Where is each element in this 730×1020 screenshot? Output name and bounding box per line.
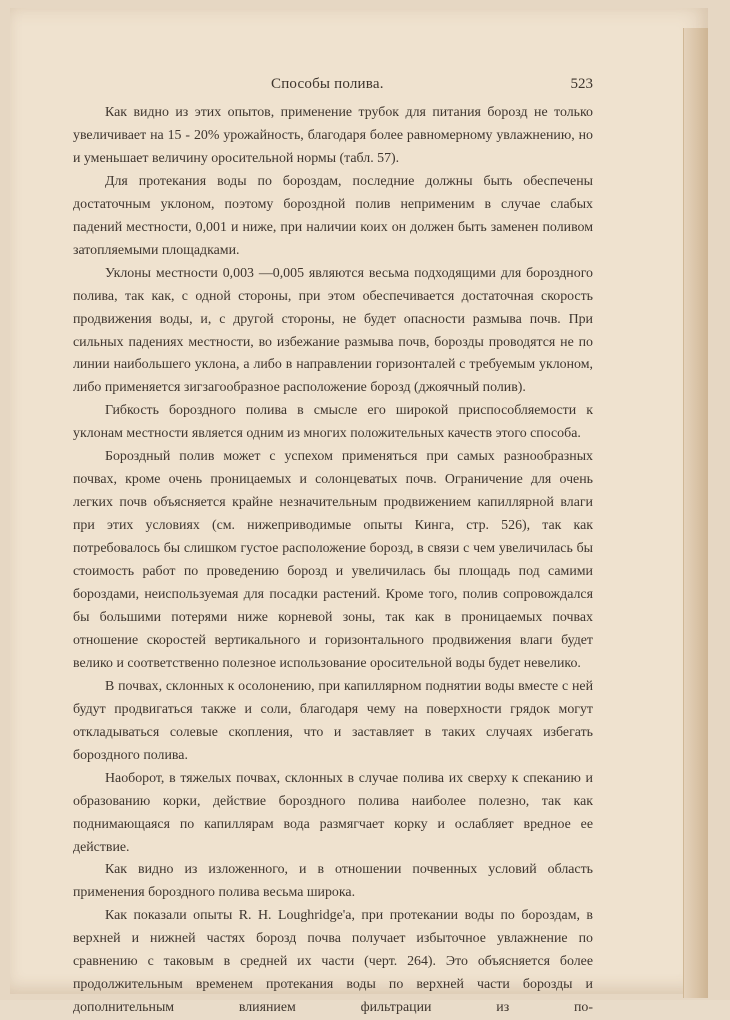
paragraph: Наоборот, в тяжелых почвах, склонных в случае полива их сверху к спеканию и образованию корки, действие бороздного полива наиболее полезно, так как поднимающаяся по капиллярам вода размягчает корку и ослабляет вредное ее действие. xyxy=(73,770,593,855)
page-header xyxy=(73,76,593,100)
page-number: 523 xyxy=(570,76,593,92)
paragraph: Уклоны местности 0,003 —0,005 являются весьма подходящими для бороздного полива, так как, с одной стороны, при этом обеспечивается достаточная скорость продвижения воды, и, с другой стороны, не будет опасности размыва почв. При сильных падениях местности, во избежание размыва почв, борозды проводятся не по линии наибольшего уклона, а либо в направлении горизонталей с требуемым уклоном, либо применяется зигзагообразное расположение борозд (джоячный полив). xyxy=(73,265,593,396)
page-edge-shadow xyxy=(683,28,708,998)
body-text xyxy=(73,102,593,1020)
paragraph: Для протекания воды по бороздам, последние должны быть обеспечены достаточным уклоном, поэтому бороздной полив неприменим в случае слабых падений местности, 0,001 и ниже, при наличии коих он должен быть заменен поливом затопляемыми площадками. xyxy=(73,173,593,258)
paragraph: Как видно из этих опытов, применение трубок для питания борозд не только увеличивает на 15 - 20% урожайность, благодаря более равномерному увлажнению, но и уменьшает величину оросительной нормы (табл. 57). xyxy=(73,105,593,166)
paragraph: Как показали опыты R. H. Loughridge'а, при протекании воды по бороздам, в верхней и нижней частях борозд почва получает избыточное увлажнение по сравнению с таковым в средней их части (черт. 264). Это объясняется более продолжительным временем протекания воды по верхней части борозды и дополнительным влиянием фильтрации из по- xyxy=(73,908,593,1016)
running-head: Способы полива. xyxy=(271,76,384,92)
paragraph: Гибкость бороздного полива в смысле его широкой приспособляемости к уклонам местности является одним из многих положительных качеств этого способа. xyxy=(73,403,593,442)
paragraph: Как видно из изложенного, и в отношении почвенных условий область применения бороздного полива весьма широка. xyxy=(73,862,593,901)
paragraph: Бороздный полив может с успехом применяться при самых разнообразных почвах, кроме очень проницаемых и солонцеватых почв. Ограничение для очень легких почв объясняется крайне незначительным продвижением капиллярной влаги при этих условиях (см. нижеприводимые опыты Кинга, стр. 526), так как потребовалось бы слишком густое расположение борозд, в связи с чем увеличилась бы стоимость работ по проведению борозд и увеличилась бы площадь под самими бороздами, неиспользуемая для посадки растений. Кроме того, полив сопровождался бы большими потерями ниже корневой зоны, так как в проницаемых почвах отношение скоростей вертикального и горизонтального продвижения влаги будет велико и соответственно полезное использование оросительной воды будет невелико. xyxy=(73,449,593,671)
paragraph: В почвах, склонных к осолонению, при капиллярном поднятии воды вместе с ней будут продвигаться также и соли, благодаря чему на поверхности грядок могут откладываться солевые скопления, что и заставляет в таких случаях избегать бороздного полива. xyxy=(73,678,593,763)
